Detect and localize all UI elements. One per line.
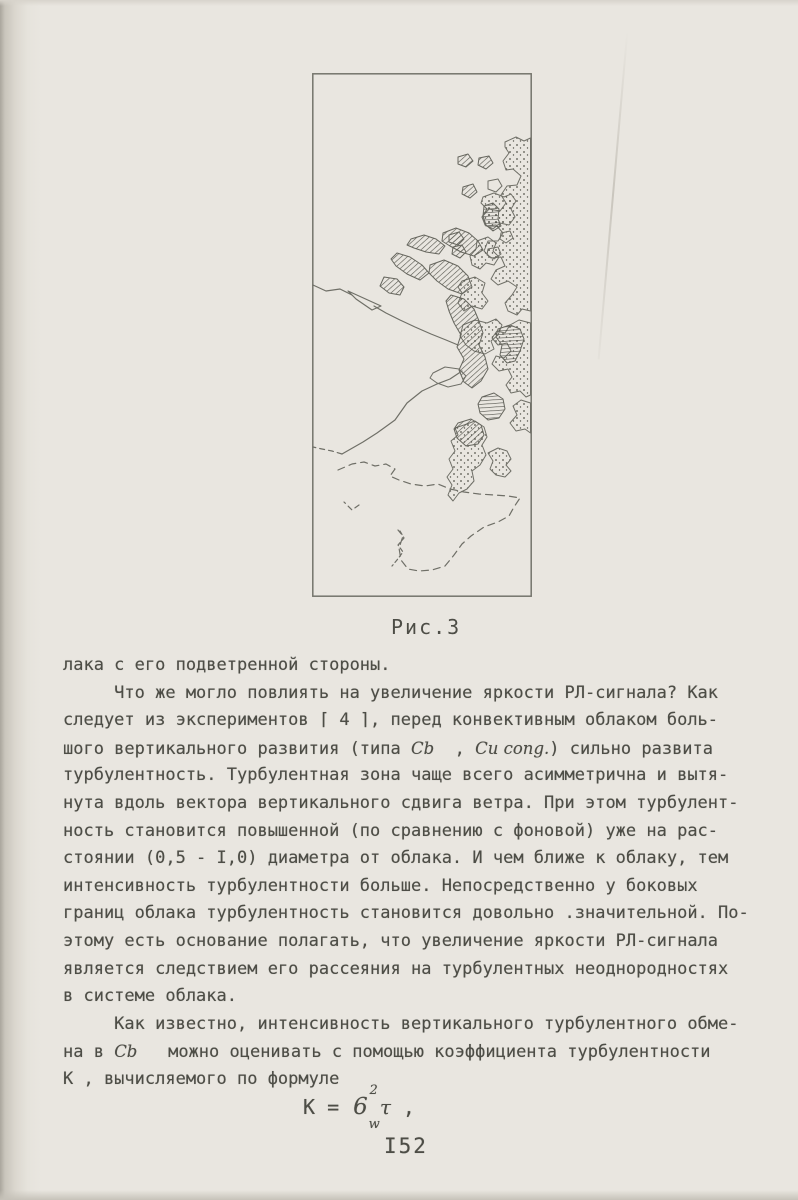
paper-crease bbox=[598, 31, 629, 360]
typewriter-text: Как известно, интенсивность вертикального турбулентного обме- bbox=[63, 1013, 739, 1034]
text-line-8 bbox=[63, 873, 763, 901]
handwritten-notation: Cb bbox=[114, 1042, 138, 1062]
text-line-11 bbox=[63, 956, 763, 984]
typewriter-text: лака с его подветренной стороны. bbox=[63, 655, 391, 675]
text-line-6 bbox=[63, 818, 763, 846]
formula-sigma-group bbox=[351, 1083, 380, 1132]
typewriter-text: Что же могло повлиять на увеличение яркости РЛ-сигнала? Как bbox=[63, 682, 719, 703]
formula-lhs: К bbox=[303, 1095, 316, 1119]
page-top-edge bbox=[0, 0, 798, 6]
typewriter-text: , bbox=[434, 738, 476, 759]
text-line-14 bbox=[63, 1038, 763, 1066]
text-line-4 bbox=[63, 762, 763, 790]
text-line-15 bbox=[63, 1066, 763, 1094]
text-line-12 bbox=[63, 983, 763, 1011]
crimea-outline bbox=[338, 462, 520, 571]
typewriter-text: следует из экспериментов ⌈ 4 ⌉, перед конвективным облаком боль- bbox=[63, 710, 719, 731]
text-line-13 bbox=[63, 1011, 763, 1039]
typewriter-text: в системе облака. bbox=[63, 986, 237, 1007]
text-line-0 bbox=[63, 652, 763, 680]
typewriter-text: границ облака турбулентность становится довольно .значительной. По- bbox=[63, 903, 749, 924]
figure-caption: Рис.3 bbox=[391, 615, 462, 639]
text-line-3 bbox=[63, 735, 763, 763]
typewriter-text: К , вычисляемого по формуле bbox=[63, 1068, 340, 1089]
formula-superscript: 2 bbox=[369, 1083, 378, 1098]
formula-sigma: 6 bbox=[353, 1094, 368, 1120]
typewriter-text: является следствием его рассеяния на турбулентных неоднородностях bbox=[63, 958, 729, 979]
map-figure bbox=[312, 73, 532, 597]
typewriter-text: этому есть основание полагать, что увеличение яркости РЛ-сигнала bbox=[63, 930, 719, 951]
typewriter-text: ность становится повышенной (по сравнению с фоновой) уже на рас- bbox=[63, 820, 719, 841]
page-binding-shadow bbox=[0, 0, 42, 1200]
text-line-5 bbox=[63, 790, 763, 818]
typewriter-text: стоянии (0,5 - I,0) диаметра от облака. И чем ближе к облаку, тем bbox=[63, 848, 729, 869]
formula-subscript: w bbox=[368, 1117, 380, 1132]
text-line-9 bbox=[63, 900, 763, 928]
typewriter-text: шого вертикального развития (типа bbox=[63, 738, 411, 759]
handwritten-notation: Cu cong. bbox=[475, 738, 550, 758]
text-line-1 bbox=[63, 680, 763, 708]
formula-equals: = bbox=[315, 1095, 352, 1119]
page-number: I52 bbox=[384, 1134, 428, 1158]
typewriter-text: нута вдоль вектора вертикального сдвига ветра. При этом турбулент- bbox=[63, 792, 739, 813]
typewriter-text: ) сильно развита bbox=[549, 738, 714, 759]
formula-comma: , bbox=[390, 1095, 415, 1119]
formula-tau: τ bbox=[379, 1095, 391, 1119]
typewriter-text: можно оценивать с помощью коэффициента турбулентности bbox=[137, 1042, 711, 1063]
text-line-10 bbox=[63, 928, 763, 956]
formula bbox=[303, 1083, 415, 1132]
handwritten-notation: Cb bbox=[411, 738, 435, 758]
page-bottom-edge bbox=[0, 1190, 798, 1200]
text-line-7 bbox=[63, 845, 763, 873]
body-text bbox=[63, 652, 763, 1094]
typewriter-text: интенсивность турбулентности больше. Непосредственно у боковых bbox=[63, 875, 698, 896]
typewriter-text: на в bbox=[63, 1042, 115, 1063]
typewriter-text: турбулентность. Турбулентная зона чаще всего асимметрична и вытя- bbox=[63, 765, 729, 786]
text-line-2 bbox=[63, 707, 763, 735]
